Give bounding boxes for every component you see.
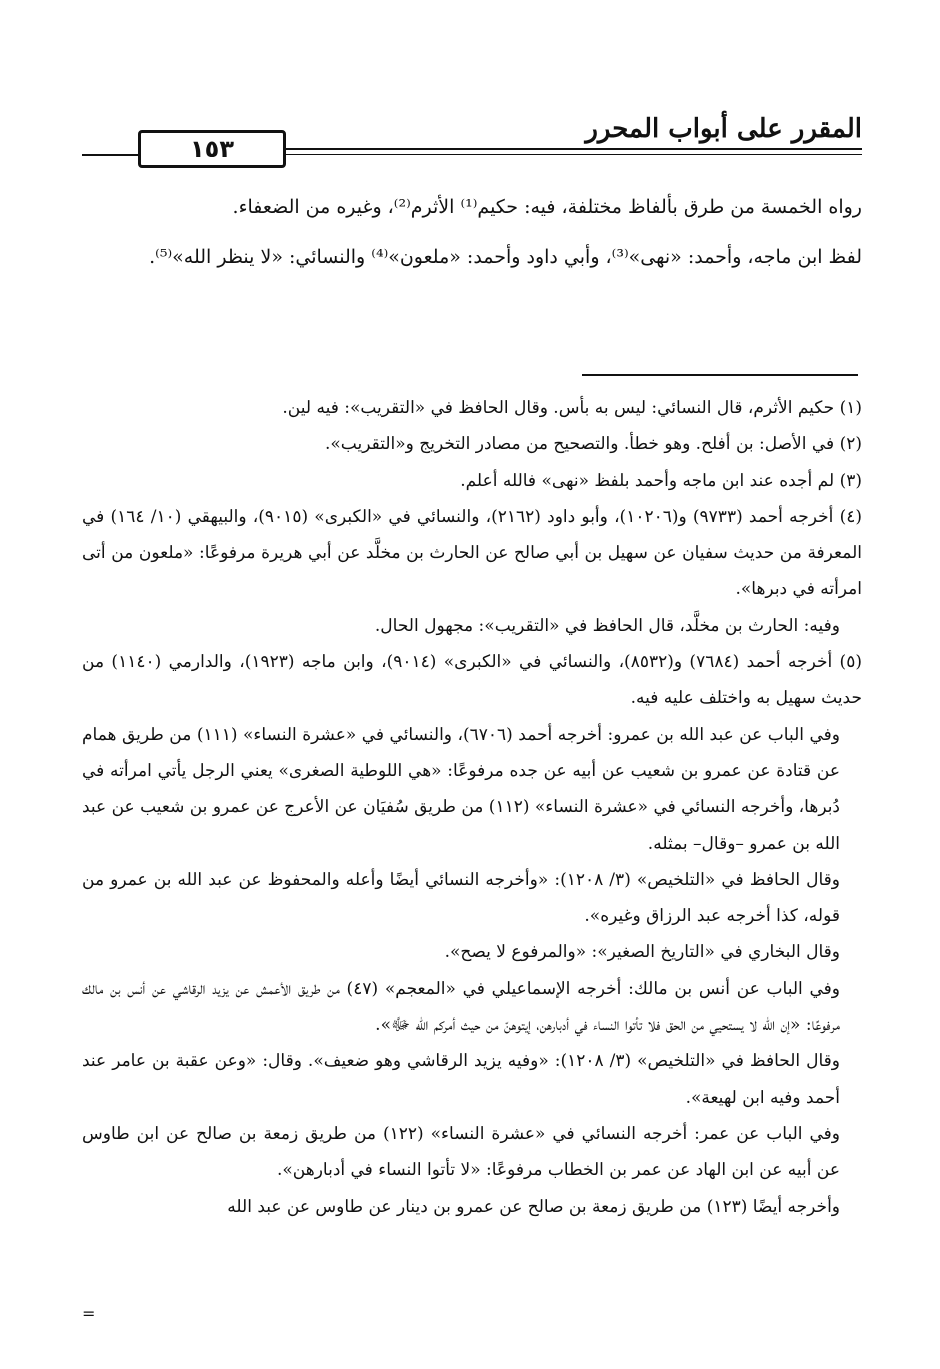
footnote-1: (١) حكيم الأثرم، قال النسائي: ليس به بأس. وقال الحافظ في «التقريب»: فيه لين.	[282, 398, 862, 418]
main-paragraph-1: رواه الخمسة من طرق بألفاظ مختلفة، فيه: حكيم⁽¹⁾ الأثرم⁽²⁾، وغيره من الضعفاء.	[232, 196, 862, 218]
footnote-2: (٢) في الأصل: بن أفلح. وهو خطأ. والتصحيح من مصادر التخريج و«التقريب».	[325, 434, 862, 455]
header-rule-right	[286, 148, 862, 150]
footnote-5-hafiz-1: وقال الحافظ في «التلخيص» (٣/ ١٢٠٨): «وأخرجه النسائي أيضًا وأعله والمحفوظ عن عبد الله بن عمرو من قوله، كذا أخرجه عبد الرزاق وغيره».	[82, 869, 840, 927]
continuation-mark: =	[82, 1304, 96, 1323]
header-rule-left	[82, 154, 138, 156]
footnote-5-also: وأخرجه أيضًا (١٢٣) من طريق زمعة بن صالح عن عمرو بن دينار عن طاوس عن عبد الله	[227, 1196, 840, 1217]
footnote-5-bukhari: وقال البخاري في «التاريخ الصغير»: «والمرفوع لا يصح».	[444, 942, 840, 963]
footnote-5-hafiz-2: وقال الحافظ في «التلخيص» (٣/ ١٢٠٨): «وفيه يزيد الرقاشي وهو ضعيف». وقال: «وعن عقبة بن عامر عند أحمد وفيه ابن لهيعة».	[82, 1051, 840, 1108]
footnote-3: (٣) لم أجده عند ابن ماجه وأحمد بلفظ «نهى» فالله أعلم.	[460, 470, 862, 491]
footnote-5-bab-umar: وفي الباب عن عمر: أخرجه النسائي في «عشرة النساء» (١٢٢) من طريق زمعة بن صالح عن ابن طاوس عن أبيه عن ابن الهاد عن عمر بن الخطاب مرفوعًا: «لا تأتوا النساء في أدبارهن».	[82, 1123, 841, 1181]
footnote-5: (٥) أخرجه أحمد (٧٦٨٤) و(٨٥٣٢)، والنسائي في «الكبرى» (٩٠١٤)، وابن ماجه (١٩٢٣)، والدارمي (١١٤٠) من حديث سهيل به واختلف عليه فيه.	[82, 652, 862, 709]
page-header	[82, 114, 862, 178]
main-paragraph-2: لفظ ابن ماجه، وأحمد: «نهى»⁽³⁾، وأبي داود وأحمد: «ملعون»⁽⁴⁾ والنسائي: «لا ينظر الله»⁽⁵⁾.	[149, 246, 862, 268]
main-text	[82, 184, 862, 280]
footnote-5-bab-anas: وفي الباب عن أنس بن مالك: أخرجه الإسماعيلي في «المعجم» (٤٧) من طريق الأعمش عن يزيد الرقاشي عن أنس بن مالك مرفوعًا: «إن الله لا يستحيي من الحق فلا تأتوا النساء في أدبارهن، إيتوهنّ من حيث أمركم الله ﷻ».	[82, 978, 840, 1036]
footnotes	[82, 390, 862, 1225]
page-number: ١٥٣	[138, 130, 286, 168]
footnote-4-note: وفيه: الحارث بن مخلَّد، قال الحافظ في «التقريب»: مجهول الحال.	[374, 615, 840, 636]
running-title: المقرر على أبواب المحرر	[575, 112, 862, 146]
header-rule-right-thin	[286, 154, 862, 155]
footnote-5-bab-abdullah: وفي الباب عن عبد الله بن عمرو: أخرجه أحمد (٦٧٠٦)، والنسائي في «عشرة النساء» (١١١) من طريق همام عن قتادة عن عمرو بن شعيب عن أبيه عن جده مرفوعًا: «هي اللوطية الصغرى» يعني الرجل يأتي امرأته في دُبرها، وأخرجه النسائي في «عشرة النساء» (١١٢) من طريق سُفيَان عن الأعرج عن عمرو بن شعيب عن عبد الله بن عمرو –وقال– بمثله.	[81, 724, 841, 854]
footnote-4: (٤) أخرجه أحمد (٩٧٣٣) و(١٠٢٠٦)، وأبو داود (٢١٦٢)، والنسائي في «الكبرى» (٩٠١٥)، والبيهقي (١٠/ ١٦٤) في المعرفة من حديث سفيان عن سهيل بن أبي صالح عن الحارث بن مخلَّد عن أبي هريرة مرفوعًا: «ملعون من أتى امرأته في دبرها».	[82, 506, 862, 600]
footnote-divider	[582, 374, 858, 376]
